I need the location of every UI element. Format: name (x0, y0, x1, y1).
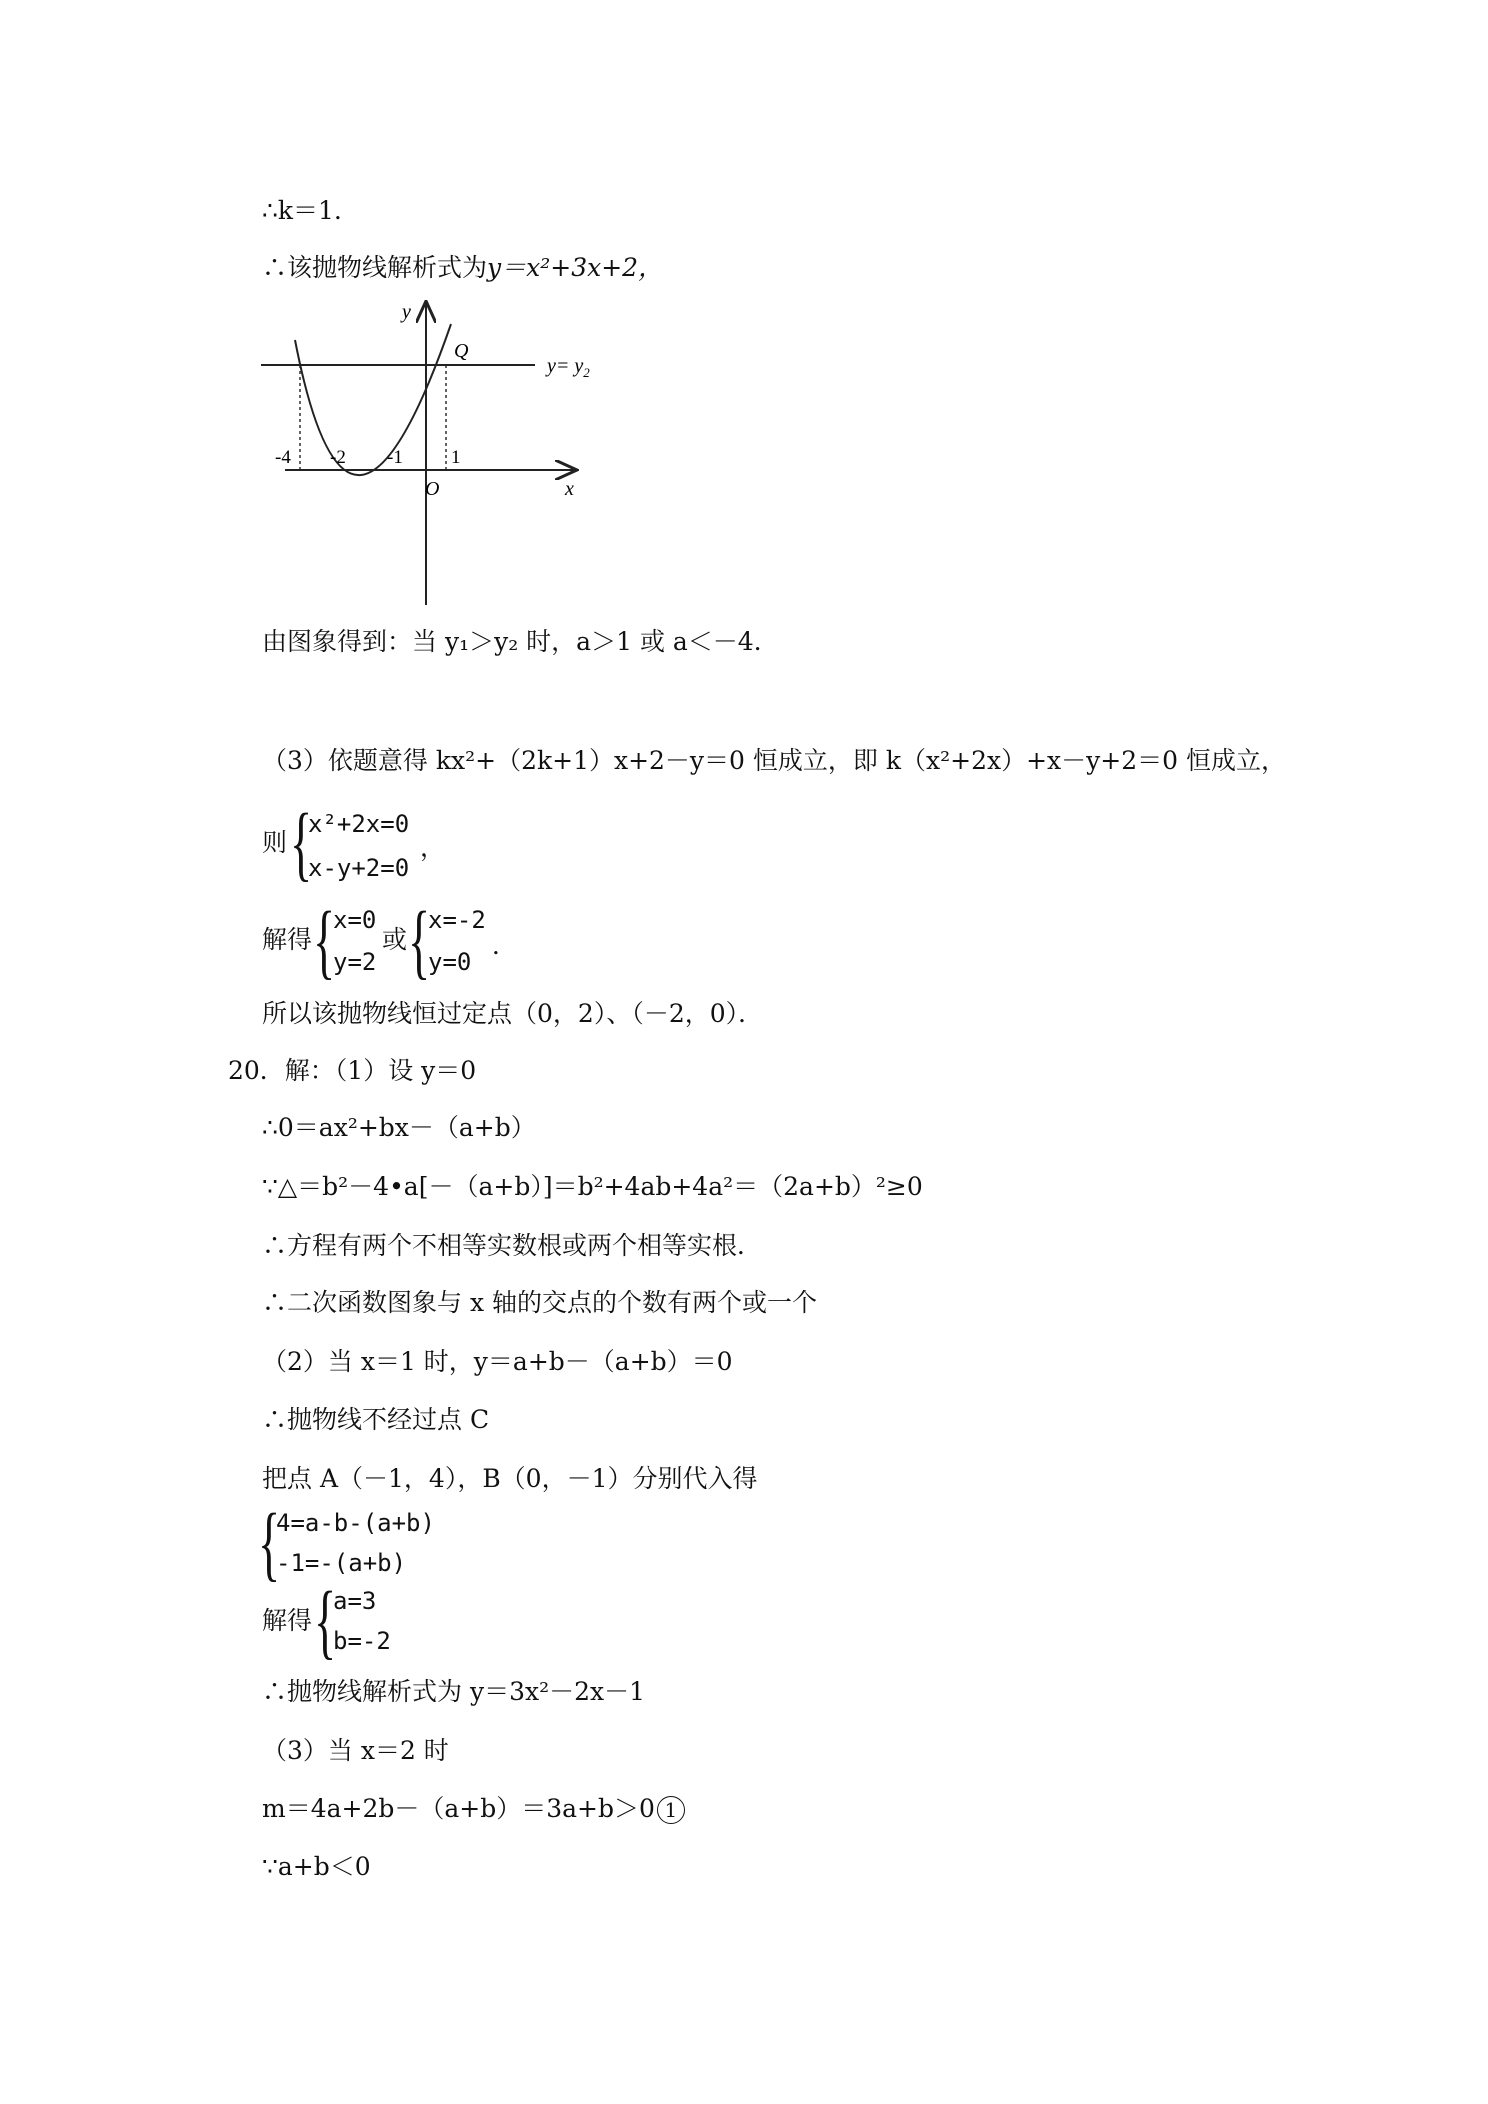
text-segment: ， (420, 833, 446, 862)
origin-label: O (425, 478, 440, 500)
line-label-subscript: 2 (583, 365, 590, 380)
text-line: ∵△＝b²－4•a[－（a+b）]＝b²+4ab+4a²＝（2a+b）²≥0 (262, 1172, 923, 1201)
equation: y=2 (333, 948, 377, 976)
text-segment: ∴该抛物线解析式为 (262, 253, 488, 282)
text-line: ∴0＝ax²+bx－（a+b） (262, 1113, 536, 1142)
equation: y=0 (428, 948, 472, 976)
text-line: ∴抛物线不经过点 C (262, 1405, 490, 1434)
equation: x=0 (333, 906, 377, 934)
text-line: ∴方程有两个不相等实数根或两个相等实根． (262, 1231, 763, 1260)
circled-number: 1 (657, 1796, 685, 1824)
brace-symbol: { (258, 1497, 281, 1590)
text-line: ∴二次函数图象与 x 轴的交点的个数有两个或一个 (262, 1288, 817, 1317)
text-segment: 或 (382, 925, 408, 954)
text-line: ∵a+b＜0 (262, 1852, 371, 1881)
text-line: ∴抛物线解析式为 y＝3x²－2x－1 (262, 1677, 646, 1706)
text-line: 所以该抛物线恒过定点（0，2）、（－2，0）． (262, 999, 764, 1028)
tick-label: -2 (330, 447, 346, 468)
equation: a=3 (333, 1587, 377, 1615)
text-line: 把点 A（－1，4），B（0，－1）分别代入得 (262, 1464, 758, 1493)
text-line: （3）依题意得 kx²+（2k+1）x+2－y＝0 恒成立，即 k（x²+2x）+x－y+2＝0 恒成立， (262, 746, 1286, 775)
text-segment: ． (492, 931, 518, 960)
text-line (262, 1793, 685, 1825)
x-axis-label: x (565, 478, 574, 500)
text-segment: 解得 (262, 925, 313, 954)
point-q-label: Q (454, 340, 469, 362)
text-segment: m＝4a+2b－（a+b）＝3a+b＞0 (262, 1794, 655, 1823)
tick-label: -4 (275, 447, 291, 468)
text-line: （2）当 x＝1 时，y＝a+b－（a+b）＝0 (262, 1347, 733, 1376)
brace-symbol: { (313, 895, 336, 988)
parabola-graph (255, 300, 595, 610)
equation: -1=-(a+b) (276, 1549, 407, 1577)
line-label: $y= y_2$ (547, 355, 590, 380)
equation: x-y+2=0 (308, 854, 410, 882)
parabola-curve (295, 324, 451, 475)
tick-label: -1 (387, 447, 403, 468)
brace-symbol: { (314, 1575, 337, 1668)
tick-label: 1 (451, 447, 461, 468)
brace-symbol: { (290, 797, 313, 890)
text-line (262, 252, 663, 284)
text-line: ∴k＝1． (262, 196, 359, 225)
formula: y＝x²+3x+2， (487, 253, 664, 282)
question-number-line: 20．解：（1）设 y＝0 (228, 1056, 477, 1085)
text-line: （3）当 x＝2 时 (262, 1736, 449, 1765)
brace-symbol: { (408, 895, 431, 988)
text-line: 由图象得到：当 y₁＞y₂ 时，a＞1 或 a＜－4． (262, 627, 779, 656)
y-axis-label: y (402, 301, 411, 323)
text-segment: 则 (262, 828, 288, 857)
equation: 4=a-b-(a+b) (276, 1509, 435, 1537)
equation: x=-2 (428, 906, 486, 934)
text-segment: 解得 (262, 1606, 313, 1635)
equation: b=-2 (333, 1627, 391, 1655)
equation: x²+2x=0 (308, 810, 410, 838)
